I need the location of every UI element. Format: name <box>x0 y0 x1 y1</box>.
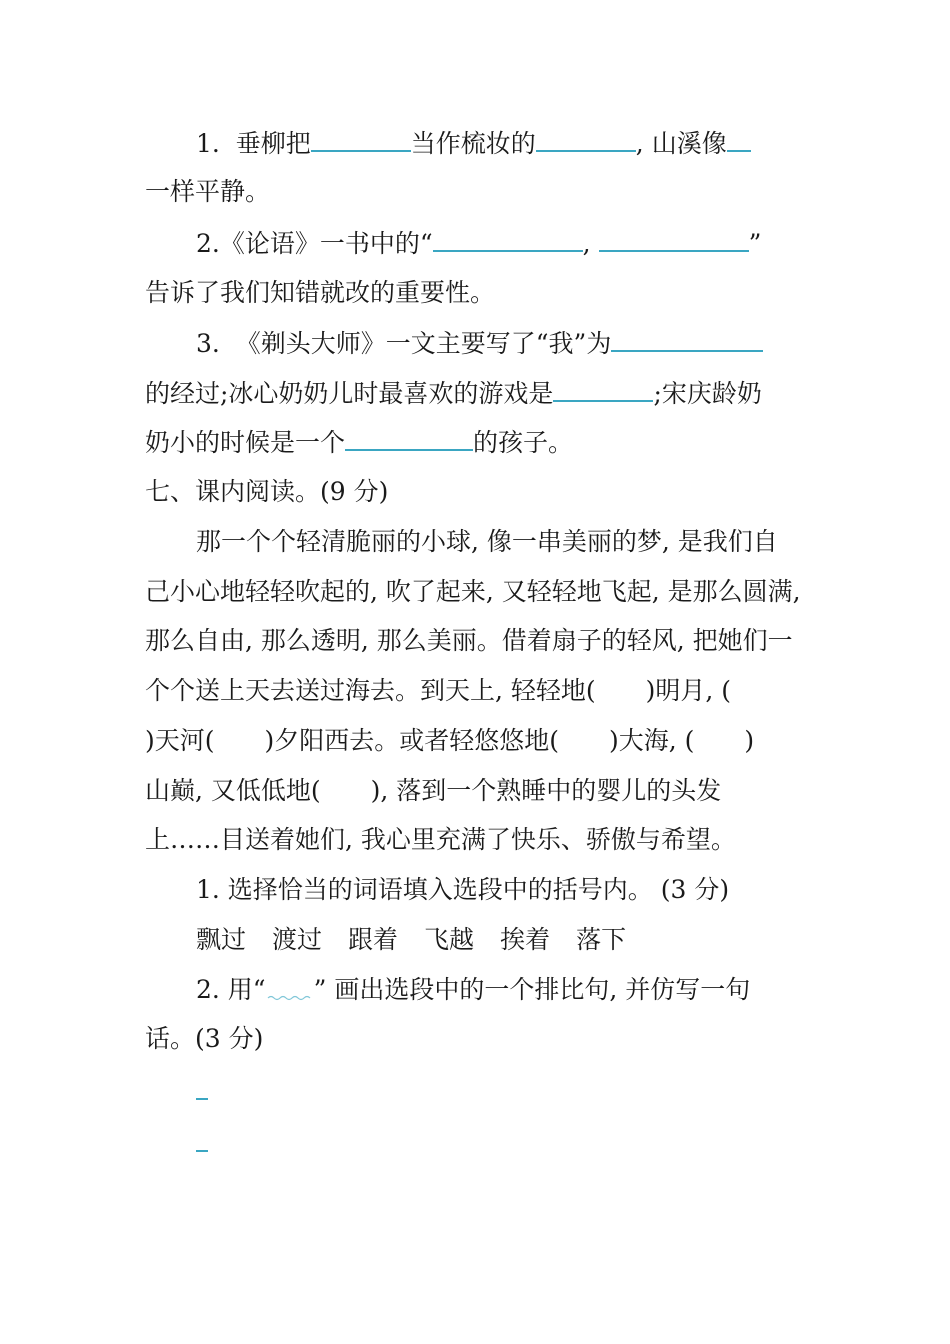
word-option: 落下 <box>576 925 627 954</box>
passage-line: )天河( )夕阳西去。或者轻悠悠地( )大海, ( ) <box>145 726 755 755</box>
fill-question-3-cont2 <box>145 427 573 458</box>
answer-blank[interactable] <box>536 128 636 152</box>
question-text: 《论语》一书中的“ <box>219 229 433 258</box>
answer-blank[interactable] <box>311 128 411 152</box>
question-text: , <box>582 229 591 258</box>
question-number: 3. <box>196 329 220 358</box>
passage-line: 那一个个轻清脆丽的小球, 像一串美丽的梦, 是我们自 <box>196 527 778 556</box>
reading-question-1: 1. 选择恰当的词语填入选段中的括号内。 (3 分) <box>196 875 730 904</box>
wavy-underline-icon <box>266 976 314 998</box>
fill-question-1-cont <box>145 177 270 207</box>
word-option: 跟着 <box>348 925 399 954</box>
question-text: ;宋庆龄奶 <box>653 379 762 408</box>
question-text: 当作梳妆的 <box>410 129 536 158</box>
question-text: 《剃头大师》一文主要写了“我”为 <box>235 329 612 358</box>
reading-question-2 <box>196 975 750 1005</box>
answer-line[interactable] <box>196 1150 208 1152</box>
answer-blank[interactable] <box>727 128 751 152</box>
passage-line: 己小心地轻轻吹起的, 吹了起来, 又轻轻地飞起, 是那么圆满, <box>145 577 801 606</box>
fill-question-1 <box>196 128 751 159</box>
word-option: 飘过 <box>196 925 247 954</box>
fill-question-2 <box>196 228 761 259</box>
question-text: 的经过;冰心奶奶儿时最喜欢的游戏是 <box>145 379 554 408</box>
answer-line[interactable] <box>196 1098 208 1100</box>
passage-line: 个个送上天去送过海去。到天上, 轻轻地( )明月, ( <box>145 676 732 705</box>
word-option: 飞越 <box>424 925 475 954</box>
question-text: ” <box>748 229 762 258</box>
question-text: ” 画出选段中的一个排比句, 并仿写一句 <box>313 975 751 1004</box>
question-text: 一样平静。 <box>145 177 271 206</box>
answer-blank[interactable] <box>611 328 763 352</box>
word-bank <box>196 925 626 955</box>
fill-question-3-cont <box>145 378 762 409</box>
question-number: 2. <box>196 229 220 258</box>
question-text: 奶小的时候是一个 <box>145 428 346 457</box>
reading-question-2-cont: 话。(3 分) <box>145 1024 264 1053</box>
passage-line: 山巅, 又低低地( ), 落到一个熟睡中的婴儿的头发 <box>145 776 722 805</box>
question-number: 1. <box>196 129 220 158</box>
word-option: 挨着 <box>500 925 551 954</box>
answer-blank[interactable] <box>553 378 653 402</box>
answer-blank[interactable] <box>599 228 749 252</box>
answer-blank[interactable] <box>345 427 473 451</box>
answer-blank[interactable] <box>433 228 583 252</box>
question-text: 告诉了我们知错就改的重要性。 <box>145 278 496 307</box>
word-option: 渡过 <box>272 925 323 954</box>
question-text: 的孩子。 <box>473 428 574 457</box>
question-text: , 山溪像 <box>635 129 727 158</box>
question-text: 2. 用“ <box>196 975 266 1004</box>
passage-line: 上……目送着她们, 我心里充满了快乐、骄傲与希望。 <box>145 825 736 854</box>
fill-question-3 <box>196 328 763 359</box>
passage-line: 那么自由, 那么透明, 那么美丽。借着扇子的轻风, 把她们一 <box>145 626 793 655</box>
fill-question-2-cont <box>145 278 495 308</box>
section-heading: 七、课内阅读。(9 分) <box>145 477 389 506</box>
question-text: 垂柳把 <box>235 129 311 158</box>
